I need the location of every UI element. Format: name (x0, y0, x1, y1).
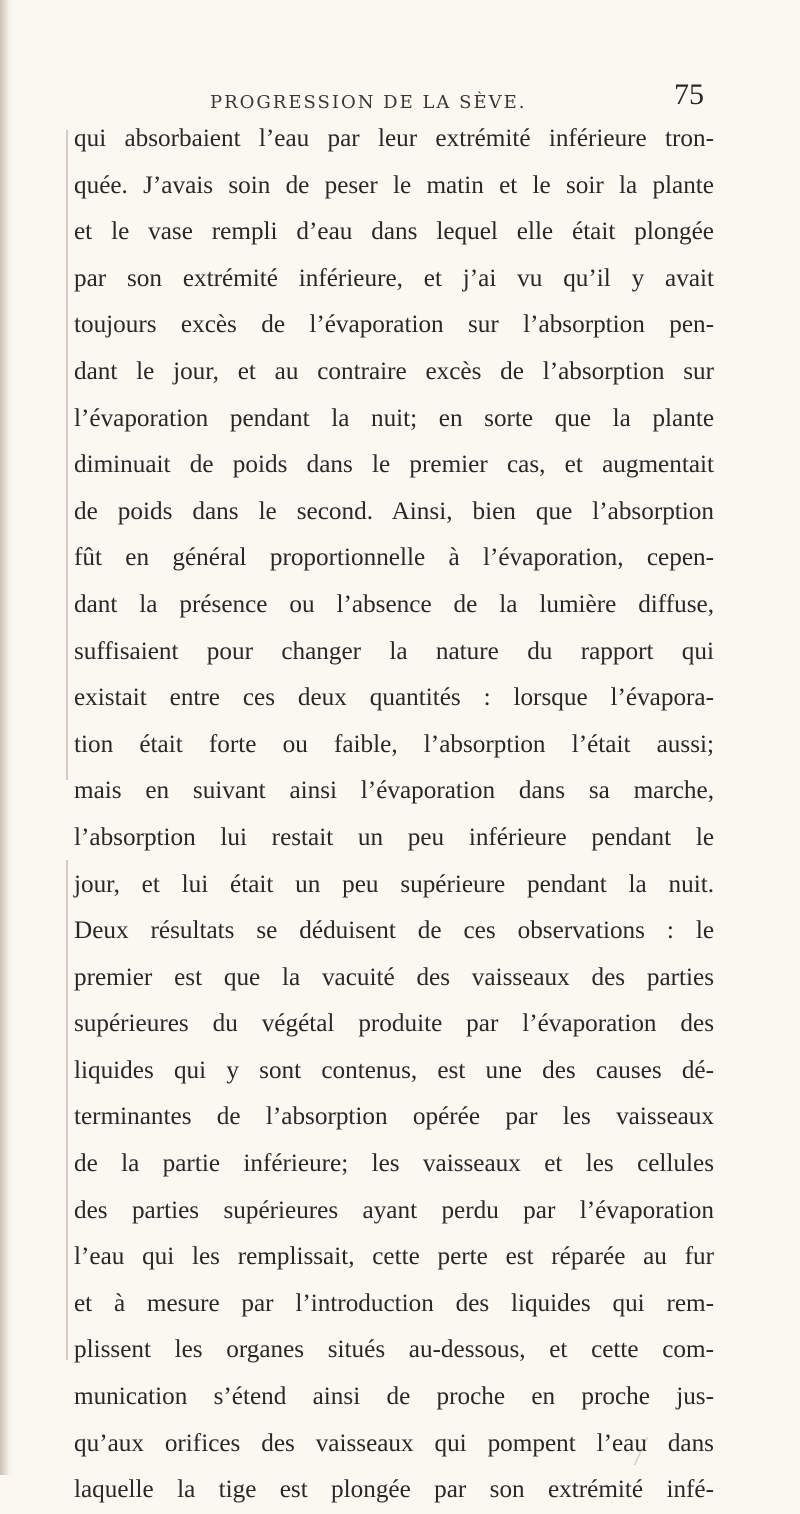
text-line: quée. J’avais soin de peser le matin et le soir la plante (74, 171, 714, 199)
margin-shadow-upper (66, 130, 68, 780)
running-head: PROGRESSION DE LA SÈVE. (210, 92, 527, 113)
text-line: premier est que la vacuité des vaisseaux des parties (74, 963, 714, 991)
text-line: fût en général proportionnelle à l’évaporation, cepen- (74, 544, 714, 572)
text-line: qui absorbaient l’eau par leur extrémité inférieure tron- (74, 125, 714, 152)
text-line: mais en suivant ainsi l’évaporation dans sa marche, (74, 777, 714, 805)
text-line: existait entre ces deux quantités : lorsque l’évapora- (74, 684, 714, 712)
text-line: plissent les organes situés au-dessous, et cette com- (74, 1336, 714, 1364)
text-line: l’eau qui les remplissait, cette perte est réparée au fur (74, 1243, 714, 1271)
text-line: jour, et lui était un peu supérieure pendant la nuit. (74, 870, 714, 898)
text-line: munication s’étend ainsi de proche en proche jus- (74, 1383, 714, 1411)
page-binding-edge (0, 0, 8, 1475)
text-line: Deux résultats se déduisent de ces observations : le (74, 917, 714, 945)
text-line: des parties supérieures ayant perdu par l’évaporation (74, 1196, 714, 1224)
text-line: tion était forte ou faible, l’absorption l’était aussi; (74, 730, 714, 758)
text-line: toujours excès de l’évaporation sur l’absorption pen- (74, 311, 714, 339)
text-line: suffisaient pour changer la nature du rapport qui (74, 637, 714, 665)
page-number: 75 (674, 78, 704, 111)
text-line: l’absorption lui restait un peu inférieure pendant le (74, 823, 714, 851)
body-text (74, 116, 714, 1514)
text-line: par son extrémité inférieure, et j’ai vu qu’il y avait (74, 264, 714, 292)
text-line: de la partie inférieure; les vaisseaux et les cellules (74, 1150, 714, 1178)
text-line: et le vase rempli d’eau dans lequel elle était plongée (74, 218, 714, 246)
text-line: diminuait de poids dans le premier cas, et augmentait (74, 451, 714, 479)
text-line: supérieures du végétal produite par l’évaporation des (74, 1010, 714, 1038)
margin-shadow-lower (66, 860, 68, 1360)
text-line: qu’aux orifices des vaisseaux qui pompent l’eau dans (74, 1429, 714, 1457)
text-line: dant la présence ou l’absence de la lumière diffuse, (74, 590, 714, 618)
text-line: laquelle la tige est plongée par son extrémité infé- (74, 1476, 714, 1504)
text-line: de poids dans le second. Ainsi, bien que l’absorption (74, 497, 714, 525)
text-line: dant le jour, et au contraire excès de l’absorption sur (74, 357, 714, 385)
text-line: terminantes de l’absorption opérée par les vaisseaux (74, 1103, 714, 1131)
text-line: et à mesure par l’introduction des liquides qui rem- (74, 1289, 714, 1317)
text-line: liquides qui y sont contenus, est une des causes dé- (74, 1056, 714, 1084)
text-line: l’évaporation pendant la nuit; en sorte que la plante (74, 404, 714, 432)
